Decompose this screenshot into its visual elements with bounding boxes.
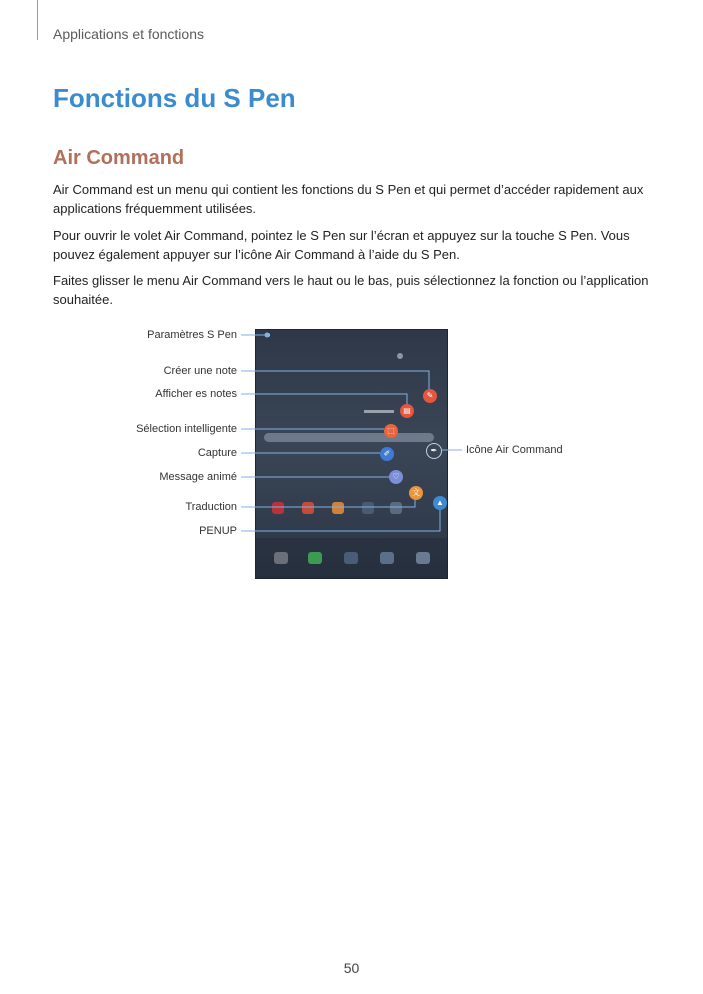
page-number: 50 <box>343 960 360 976</box>
page-title: Fonctions du S Pen <box>53 83 296 113</box>
leader-create-note <box>241 371 429 389</box>
create-note-button[interactable]: ✎ <box>423 389 437 403</box>
callout-smart-select: Sélection intelligente <box>136 423 237 435</box>
penup-button[interactable]: ▲ <box>433 496 447 510</box>
callout-penup: PENUP <box>199 525 237 537</box>
live-message-button[interactable]: ♡ <box>389 470 403 484</box>
callout-translate: Traduction <box>185 501 237 513</box>
leader-translate <box>241 500 415 507</box>
callout-air-command-icon: Icône Air Command <box>466 444 563 456</box>
callout-spen-settings: Paramètres S Pen <box>147 329 237 341</box>
leader-penup <box>241 510 440 531</box>
smart-select-button[interactable]: ⬚ <box>384 424 398 438</box>
paragraph-intro: Air Command est un menu qui contient les fonctions du S Pen et qui permet d’accéder rapidement aux applications fréquemment utilisées. <box>53 182 644 216</box>
section-title: Air Command <box>53 147 185 169</box>
translate-button[interactable]: 文 <box>409 486 423 500</box>
leader-view-notes <box>241 394 407 404</box>
screen-write-button[interactable]: ✐ <box>380 447 394 461</box>
paragraph-open: Pour ouvrir le volet Air Command, pointez le S Pen sur l’écran et appuyez sur la touche S Pen. Vous pouvez également appuyer sur l’icône Air Command à l’aide du S Pen. <box>53 228 630 262</box>
callout-live-message: Message animé <box>159 471 237 483</box>
air-command-icon[interactable]: ✒ <box>426 443 442 459</box>
callout-create-note: Créer une note <box>163 365 237 377</box>
spen-settings-dot <box>265 333 270 338</box>
paragraph-select: Faites glisser le menu Air Command vers le haut ou le bas, puis sélectionnez la fonction ou l’application souhaitée. <box>53 273 649 307</box>
view-notes-button[interactable]: ▤ <box>400 404 414 418</box>
header-section: Applications et fonctions <box>53 26 204 42</box>
callout-view-notes: Afficher es notes <box>155 388 237 400</box>
callout-screen-write: Capture <box>197 447 237 459</box>
